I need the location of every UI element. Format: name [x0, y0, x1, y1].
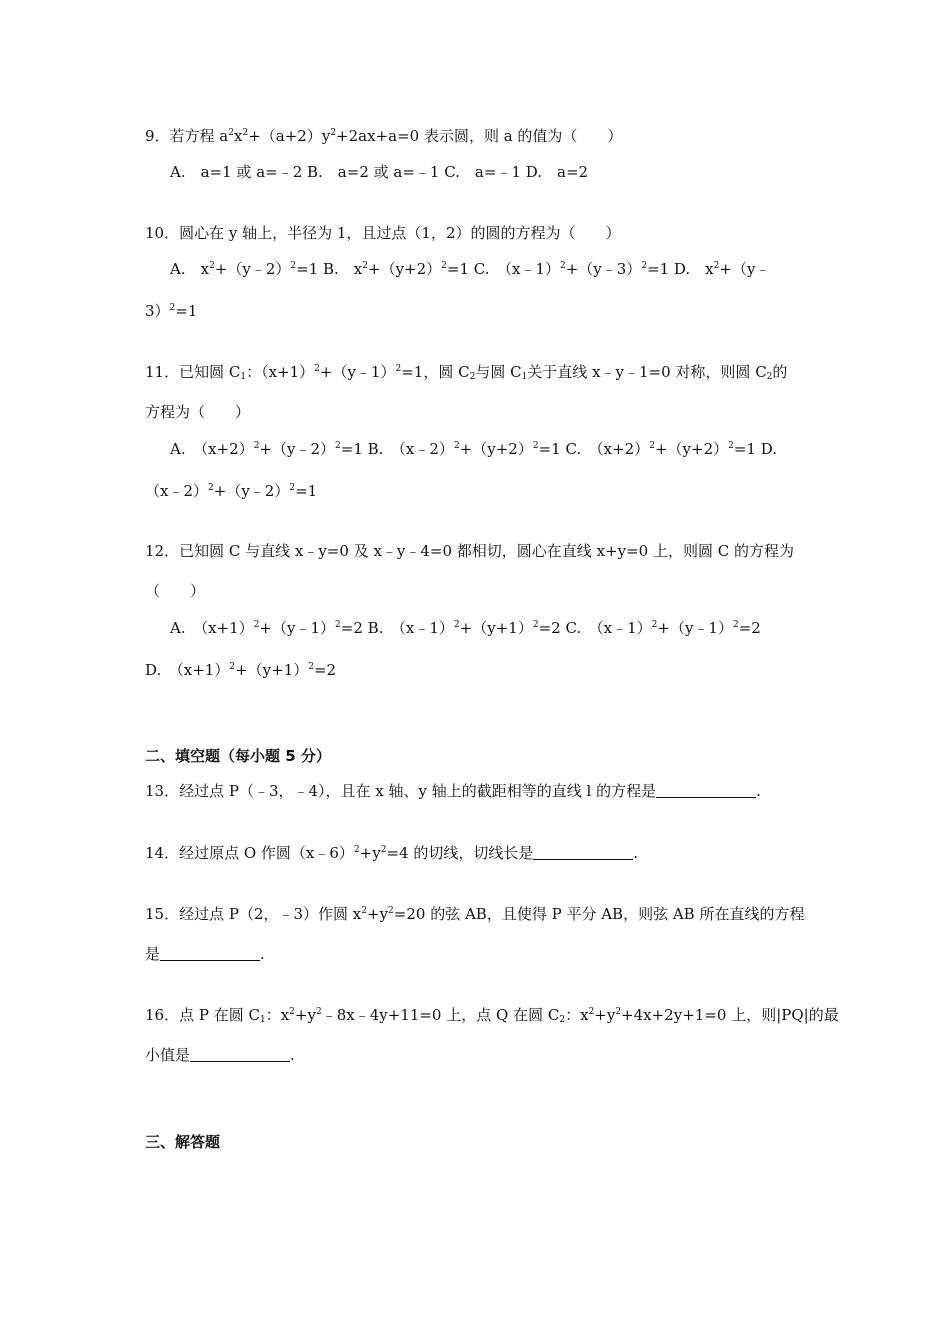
- q11-options-line2: （x﹣2）$^2$+（y﹣2）$^2$=1: [145, 482, 318, 500]
- q16-line1: 16．点 P 在圆 $C_1$：$x^2+y^2﹣8x﹣4y+11=0$ 上，点 Q 在圆 $C_2$：$x^2+y^2+4x+2y+1=0$ 上，则|PQ|的最: [145, 1006, 839, 1025]
- q10-options-line1: A. $x^2+(y﹣2)^2=1$ B. $x^2+(y+2)^2=1$ C. （x﹣1）$^2$+（y﹣3）$^2$=1 D. $x^2+(y﹣$: [170, 260, 771, 278]
- q14: 14．经过原点 O 作圆$(x﹣6)^2+y^2=4$ 的切线，切线长是 .: [145, 844, 639, 862]
- q12-options-line1: A. $(x+1)^2+(y﹣1)^2=2$ B. $(x﹣1)^2+(y+1)^2=2$ C. （x﹣1）$^2$+（y﹣1）$^2$=2: [170, 619, 761, 637]
- q11-options-line1: A. $(x+2)^2+(y﹣2)^2=1$ B. $(x﹣2)^2+(y+2)^2=1$ C. $(x+2)^2+(y+2)^2=1$ D.: [170, 440, 777, 458]
- answer-blank[interactable]: [533, 844, 633, 860]
- answer-blank[interactable]: [160, 945, 260, 961]
- q15-line1: 15．经过点 P（2，﹣3）作圆 $x^2+y^2=20$ 的弦 AB，且使得 P 平分 AB，则弦 AB 所在直线的方程: [145, 905, 805, 923]
- q11-stem-line1: 11．已知圆 $C_1$：$(x+1)^2+(y﹣1)^2=1$，圆 $C_2$与圆 $C_1$关于直线 x﹣y﹣1=0 对称，则圆 $C_2$的: [145, 363, 788, 382]
- q16-line2: 小值是 .: [145, 1046, 295, 1064]
- q9-options: A. a=1 或 a=﹣2 B. a=2 或 a=﹣1 C. a=﹣1 D. a=2: [170, 163, 589, 181]
- q12-stem-line1: 12．已知圆 C 与直线 x﹣y=0 及 x﹣y﹣4=0 都相切，圆心在直线 x+y=0 上，则圆 C 的方程为: [145, 542, 794, 560]
- q9-stem: 9．若方程 $a^2x^2+(a+2)y^2+2ax+a=0$ 表示圆，则 a 的值为（ ）: [145, 127, 623, 145]
- q11-stem-line2: 方程为（ ）: [145, 403, 251, 421]
- q13: 13．经过点 P（﹣3，﹣4），且在 x 轴、y 轴上的截距相等的直线 l 的方程是 .: [145, 782, 761, 800]
- q12-options-line2: D. $(x+1)^2+(y+1)^2=2$: [145, 661, 337, 679]
- q12-stem-line2: （ ）: [145, 582, 206, 600]
- answer-blank[interactable]: [656, 782, 756, 798]
- section-fill-in-heading: 二、填空题（每小题 5 分）: [145, 747, 331, 765]
- answer-blank[interactable]: [190, 1046, 290, 1062]
- q15-line2: 是 .: [145, 945, 265, 963]
- q10-options-line2: 3）$^2$=1: [145, 302, 198, 320]
- q10-stem: 10．圆心在 y 轴上，半径为 1，且过点（1，2）的圆的方程为（ ）: [145, 224, 621, 242]
- section-answer-heading: 三、解答题: [145, 1133, 221, 1151]
